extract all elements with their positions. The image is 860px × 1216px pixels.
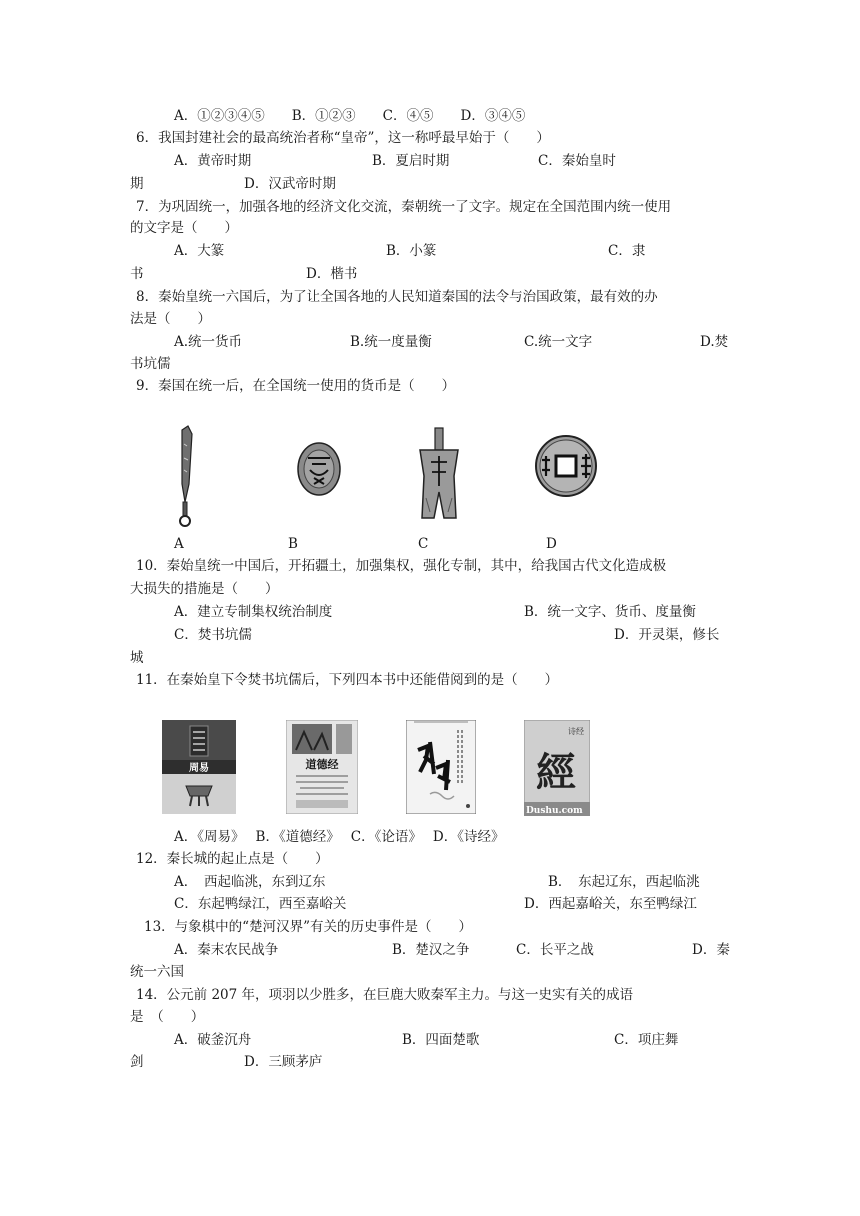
q12-option-c: C．东起鸭绿江，西至嘉峪关: [174, 896, 347, 912]
coin-c-spade-money: [414, 426, 464, 522]
q7-option-c-cont: 书: [130, 266, 144, 282]
book-a-zhouyi-cover: [162, 720, 236, 814]
q13-option-d-cont: 统一六国: [130, 964, 184, 980]
q7-stem-line1: 7．为巩固统一，加强各地的经济文化交流，秦朝统一了文字。规定在全国范围内统一使用: [136, 199, 672, 215]
q8-stem-line1: 8．秦始皇统一六国后，为了让全国各地的人民知道秦国的法令与治国政策，最有效的办: [136, 289, 658, 305]
q14-option-c: C．项庄舞: [614, 1032, 679, 1048]
q8-stem-line2: 法是（ ）: [130, 311, 211, 327]
q12-option-a: A． 西起临洮，东到辽东: [174, 874, 326, 890]
q7-option-b: B．小篆: [386, 243, 437, 259]
q8-option-d: D.焚: [700, 334, 729, 350]
q5-options: A．①②③④⑤ B．①②③ C．④⑤ D．③④⑤: [174, 108, 526, 124]
coin-b-shell-money: [294, 440, 344, 498]
q13-option-b: B．楚汉之争: [392, 942, 470, 958]
q10-option-d: D．开灵渠，修长: [614, 627, 720, 643]
q9-stem: 9．秦国在统一后，在全国统一使用的货币是（ ）: [136, 378, 456, 394]
q6-stem: 6．我国封建社会的最高统治者称“皇帝”，这一称呼最早始于（ ）: [136, 130, 550, 146]
q14-option-b: B．四面楚歌: [402, 1032, 480, 1048]
q10-option-d-cont: 城: [130, 650, 144, 666]
coin-label-d: D: [546, 536, 557, 552]
q11-options: A．《周易》 B．《道德经》 C．《论语》 D．《诗经》: [174, 829, 505, 845]
q14-option-c-cont: 剑: [130, 1054, 144, 1070]
q8-option-c: C.统一文字: [524, 334, 593, 350]
book-d-top-label: 诗经: [568, 727, 584, 736]
q14-stem-line1: 14．公元前 207 年，项羽以少胜多，在巨鹿大败秦军主力。与这一史实有关的成语: [136, 987, 634, 1003]
q13-option-c: C．长平之战: [516, 942, 594, 958]
q14-option-a: A．破釜沉舟: [174, 1032, 252, 1048]
q10-stem-line1: 10．秦始皇统一中国后，开拓疆土，加强集权，强化专制，其中，给我国古代文化造成极: [136, 558, 667, 574]
q6-option-a: A．黄帝时期: [174, 153, 252, 169]
q12-stem: 12．秦长城的起止点是（ ）: [136, 851, 329, 867]
q13-option-d: D．秦: [692, 942, 730, 958]
q14-option-d: D．三顾茅庐: [244, 1054, 323, 1070]
coin-label-c: C: [418, 536, 429, 552]
q6-option-c: C．秦始皇时: [538, 153, 616, 169]
q12-option-b: B． 东起辽东，西起临洮: [548, 874, 700, 890]
q12-option-d: D．西起嘉峪关，东至鸭绿江: [524, 896, 697, 912]
q7-option-d: D．楷书: [306, 266, 358, 282]
book-c-lunyu-cover: [406, 720, 476, 814]
q14-stem-line2: 是 （ ）: [130, 1009, 205, 1025]
q7-stem-line2: 的文字是（ ）: [130, 220, 238, 236]
q10-option-a: A．建立专制集权统治制度: [174, 604, 333, 620]
coin-label-b: B: [288, 536, 298, 552]
book-b-title: 道德经: [305, 758, 339, 771]
q8-option-d-cont: 书坑儒: [130, 356, 171, 372]
book-b-daodejing-cover: [286, 720, 358, 814]
q13-option-a: A．秦末农民战争: [174, 942, 279, 958]
q7-option-c: C．隶: [608, 243, 646, 259]
book-d-big-char: 經: [536, 749, 576, 796]
q11-stem: 11．在秦始皇下令焚书坑儒后，下列四本书中还能借阅到的是（ ）: [136, 672, 559, 688]
coin-label-a: A: [174, 536, 184, 552]
q10-option-c: C．焚书坑儒: [174, 627, 252, 643]
coin-a-knife-money: [172, 424, 202, 528]
q6-option-d: D．汉武帝时期: [244, 176, 336, 192]
q8-option-a: A.统一货币: [174, 334, 243, 350]
q8-option-b: B.统一度量衡: [350, 334, 432, 350]
q6-option-b: B．夏启时期: [372, 153, 450, 169]
q10-stem-line2: 大损失的措施是（ ）: [130, 581, 279, 597]
book-a-title: 周易: [189, 763, 209, 774]
book-d-shijing-cover: [524, 720, 590, 816]
q6-option-c-cont: 期: [130, 176, 144, 192]
q13-stem: 13．与象棋中的“楚河汉界”有关的历史事件是（ ）: [144, 919, 472, 935]
book-d-brand: Dushu.com: [526, 806, 583, 816]
q10-option-b: B．统一文字、货币、度量衡: [524, 604, 696, 620]
coin-d-banliang-coin: [534, 434, 598, 498]
q7-option-a: A．大篆: [174, 243, 225, 259]
